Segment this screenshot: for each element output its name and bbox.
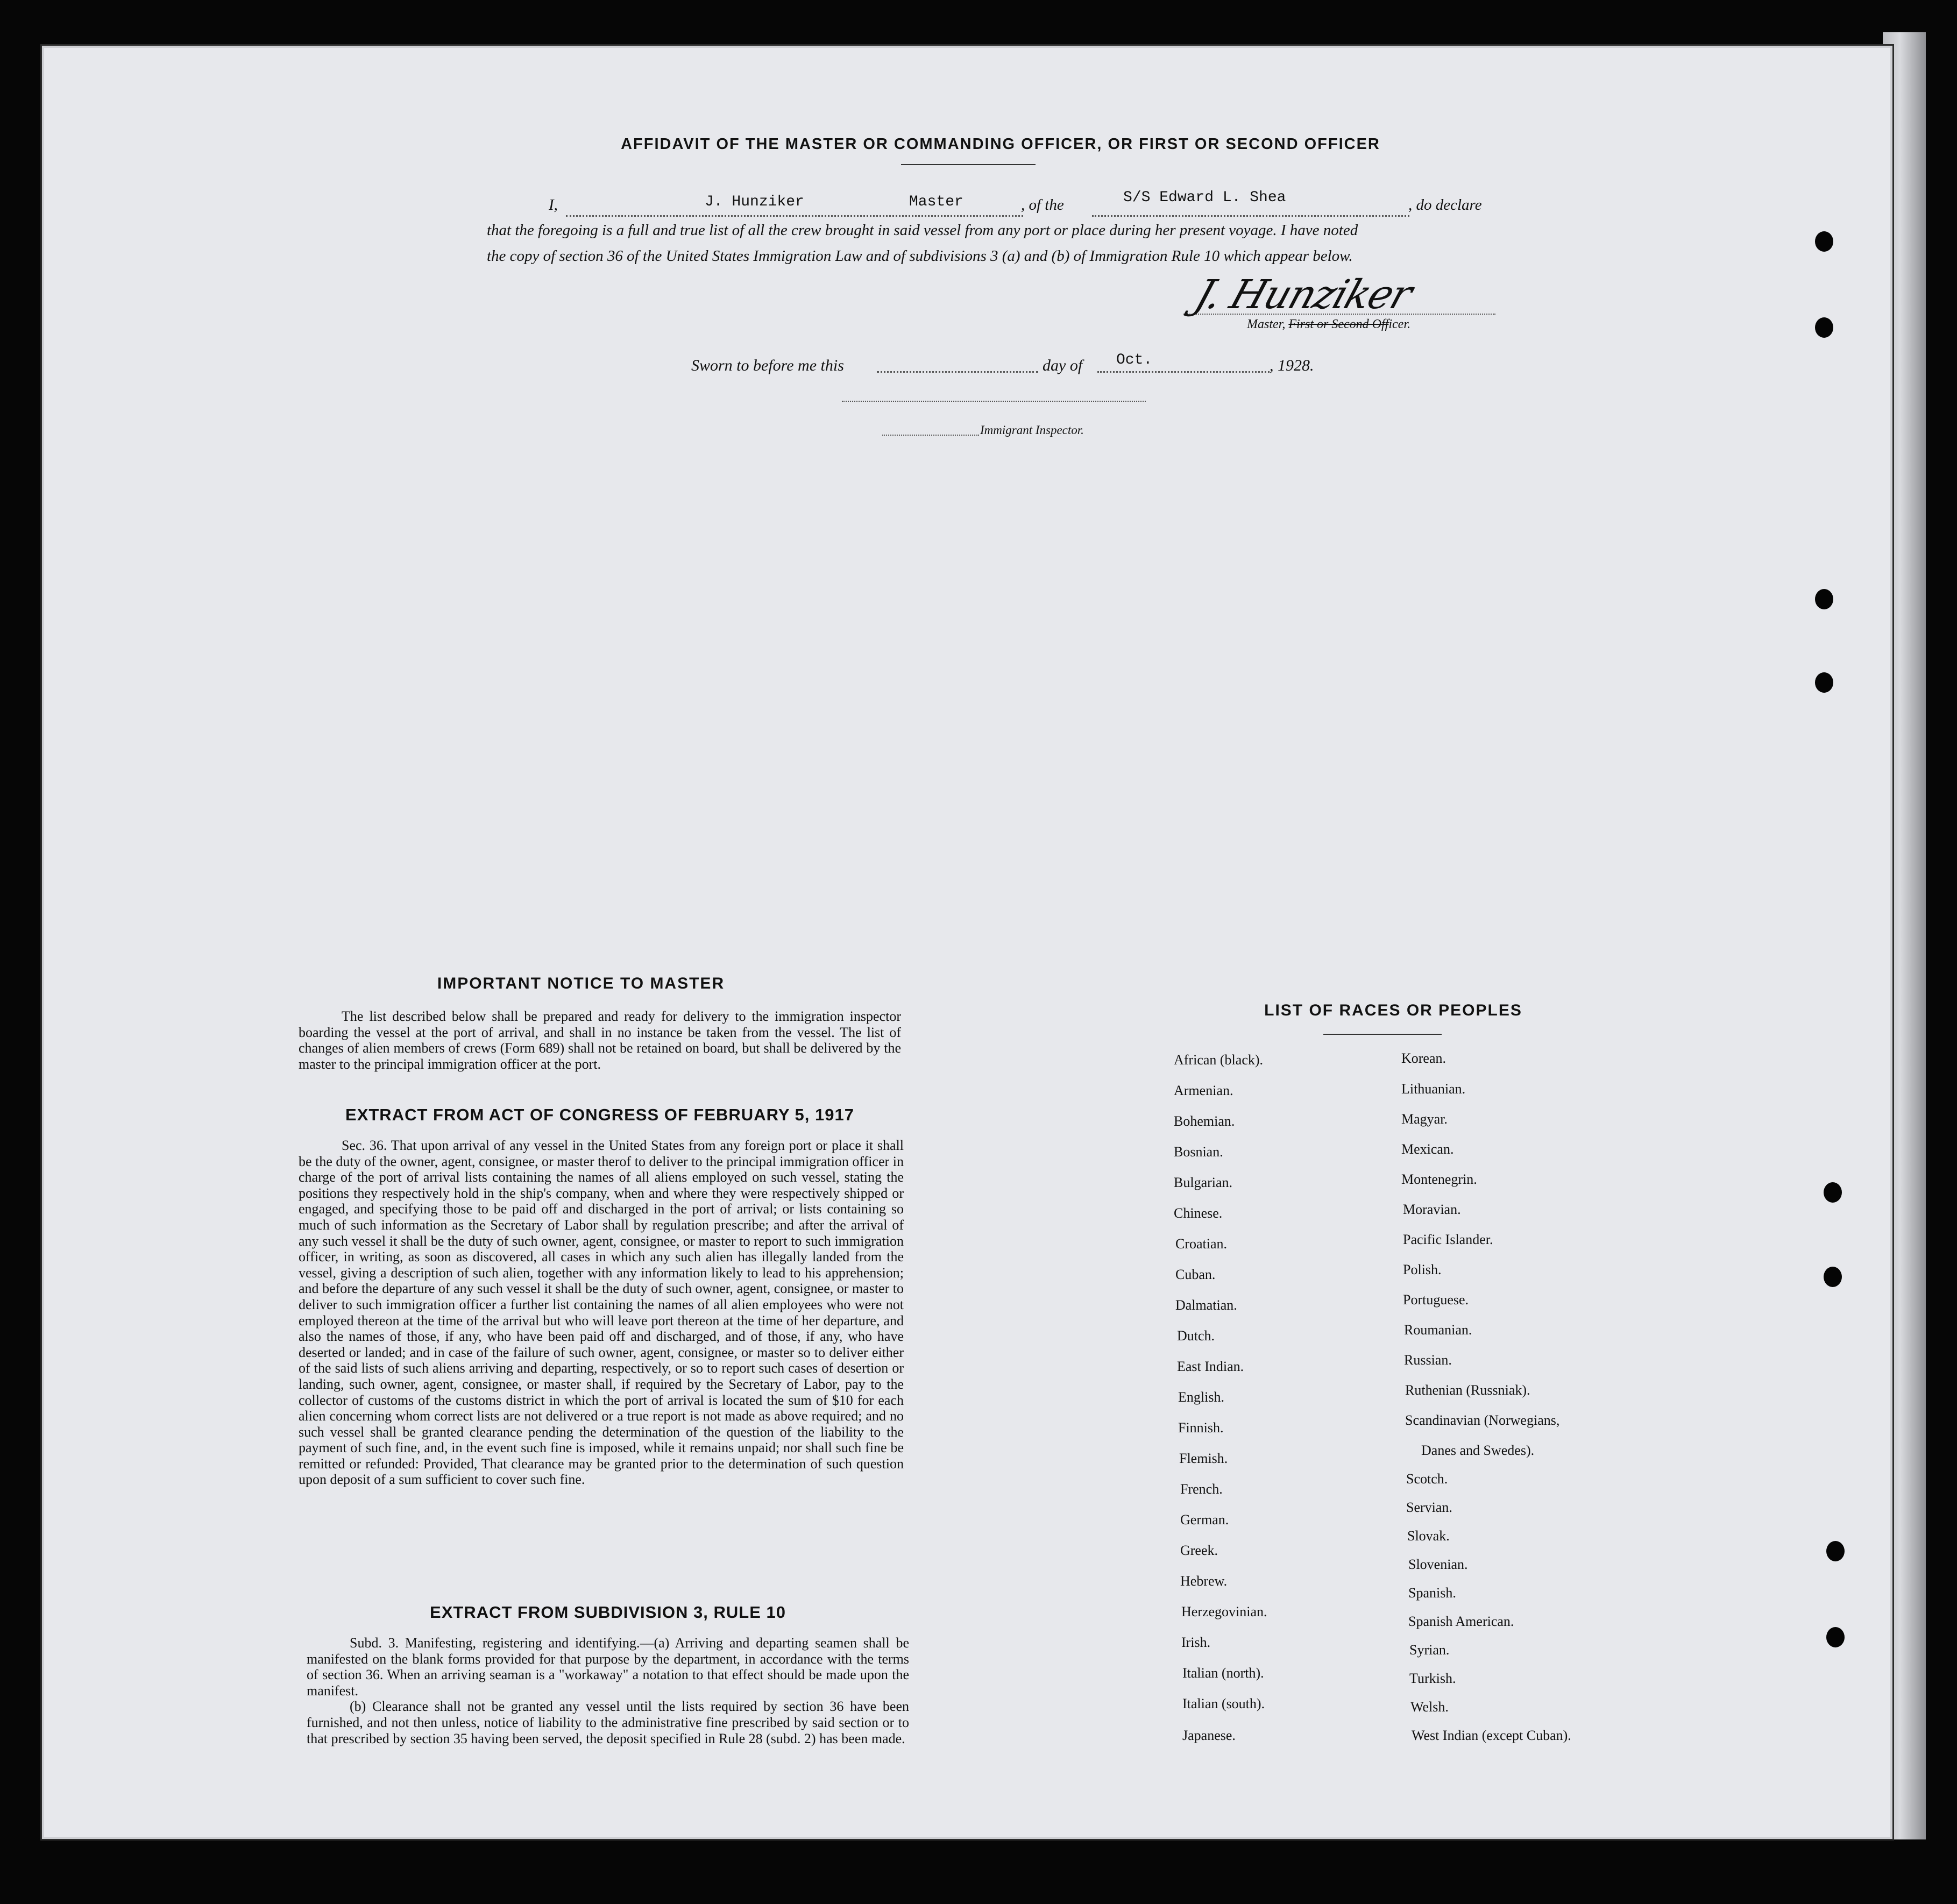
affidavit-line-3: the copy of section 36 of the United States Immigration Law and of subdivisions 3 (a) and (b) of Immigration Rule 10 which appear below. <box>487 247 1353 265</box>
do-declare-label: , do declare <box>1408 196 1482 214</box>
race-item: Pacific Islander. <box>1403 1232 1493 1247</box>
inspector-dotted-line <box>882 435 979 436</box>
binder-hole <box>1826 1541 1845 1561</box>
vessel-dotted-line <box>1092 215 1409 217</box>
race-item: Spanish. <box>1408 1585 1456 1601</box>
affidavit-pronoun: I, <box>549 196 558 214</box>
race-item: Bohemian. <box>1174 1113 1235 1129</box>
race-item: Slovak. <box>1407 1528 1450 1544</box>
race-item: West Indian (except Cuban). <box>1412 1728 1571 1743</box>
race-item: Servian. <box>1406 1500 1452 1515</box>
race-item: Scandinavian (Norwegians, <box>1405 1412 1560 1428</box>
vessel-name: S/S Edward L. Shea <box>1123 189 1286 206</box>
race-item: Montenegrin. <box>1401 1171 1477 1187</box>
sworn-label: Sworn to before me this <box>691 357 844 374</box>
race-item: Italian (south). <box>1182 1696 1265 1711</box>
binder-hole <box>1824 1182 1842 1203</box>
race-item: Bosnian. <box>1174 1144 1223 1160</box>
binder-hole <box>1826 1627 1845 1647</box>
affidavit-title: AFFIDAVIT OF THE MASTER OR COMMANDING OFFICER, OR FIRST OR SECOND OFFICER <box>621 136 1380 153</box>
sworn-year: , 1928. <box>1270 357 1314 374</box>
master-rank: Master <box>909 194 963 210</box>
race-item: Irish. <box>1181 1635 1211 1650</box>
races-title: LIST OF RACES OR PEOPLES <box>1264 1001 1522 1019</box>
act-text <box>299 1138 904 1488</box>
signature-caption-struck: First or Second Off <box>1288 317 1389 331</box>
race-item: Portuguese. <box>1403 1292 1469 1308</box>
signature-caption <box>1247 317 1410 332</box>
race-item: Moravian. <box>1403 1202 1461 1217</box>
act-title: EXTRACT FROM ACT OF CONGRESS OF FEBRUARY 5, 1917 <box>345 1105 854 1124</box>
signature-caption-prefix: Master, <box>1247 317 1286 331</box>
document-page <box>42 46 1892 1839</box>
race-item: Croatian. <box>1175 1236 1228 1252</box>
sworn-month-dotted-line <box>1097 371 1270 373</box>
races-title-rule <box>1323 1034 1442 1035</box>
race-item: Bulgarian. <box>1174 1175 1233 1190</box>
race-item: Polish. <box>1403 1262 1442 1277</box>
race-item: Greek. <box>1180 1543 1218 1558</box>
race-item: Cuban. <box>1175 1267 1216 1282</box>
race-item: Dalmatian. <box>1175 1297 1237 1313</box>
notice-title: IMPORTANT NOTICE TO MASTER <box>437 975 725 992</box>
sworn-day-dotted-line <box>877 371 1038 373</box>
race-item: Dutch. <box>1177 1328 1215 1344</box>
race-item: Flemish. <box>1179 1451 1228 1466</box>
affidavit-line-2: that the foregoing is a full and true list of all the crew brought in said vessel from any port or place during her present voyage. I have noted <box>487 222 1358 239</box>
binder-hole <box>1815 672 1833 693</box>
race-item: Mexican. <box>1401 1141 1454 1157</box>
race-item: Finnish. <box>1178 1420 1224 1436</box>
race-item: Armenian. <box>1174 1083 1233 1098</box>
race-item: Turkish. <box>1409 1671 1456 1686</box>
rule-title: EXTRACT FROM SUBDIVISION 3, RULE 10 <box>430 1603 786 1622</box>
notice-text <box>299 1008 901 1072</box>
inspector-label: Immigrant Inspector. <box>980 423 1084 437</box>
race-item: Magyar. <box>1401 1111 1448 1127</box>
race-item: Roumanian. <box>1404 1322 1472 1338</box>
signature-caption-suffix: icer. <box>1388 317 1410 331</box>
race-item: Russian. <box>1404 1352 1452 1368</box>
race-item: Scotch. <box>1406 1471 1448 1487</box>
affidavit-title-rule <box>901 164 1036 165</box>
binder-hole <box>1815 589 1833 609</box>
binder-hole <box>1815 231 1833 252</box>
race-item: Korean. <box>1401 1050 1447 1066</box>
race-item: Ruthenian (Russniak). <box>1405 1382 1530 1398</box>
race-item: East Indian. <box>1177 1359 1244 1374</box>
binder-hole <box>1815 317 1833 338</box>
rule-paragraph-a: Subd. 3. Manifesting, registering and identifying.—(a) Arriving and departing seamen shall be manifested on the blank forms provided for that purpose by the department, in accordance with the terms of section 36. When an arriving seaman is a "workaway" a notation to that effect should be made upon the manifest. <box>307 1635 909 1699</box>
race-item: Spanish American. <box>1408 1614 1514 1629</box>
race-item: Slovenian. <box>1408 1557 1468 1572</box>
race-item: Lithuanian. <box>1401 1081 1466 1097</box>
race-item: Chinese. <box>1174 1205 1223 1221</box>
race-item: Hebrew. <box>1180 1573 1228 1589</box>
race-item: Syrian. <box>1409 1642 1450 1658</box>
name-dotted-line <box>566 215 1023 217</box>
rule-paragraph-b: (b) Clearance shall not be granted any vessel until the lists required by section 36 have been furnished, and not then unless, notice of liability to the administrative fine prescribed by said section or to that prescribed by section 35 having been served, the deposit specified in Rule 28 (subd. 2) has been made. <box>307 1699 909 1746</box>
binder-hole <box>1824 1267 1842 1287</box>
sworn-month: Oct. <box>1116 352 1153 368</box>
race-item: English. <box>1178 1389 1224 1405</box>
master-name: J. Hunziker <box>705 194 804 210</box>
race-item: Danes and Swedes). <box>1421 1443 1535 1458</box>
act-paragraph: Sec. 36. That upon arrival of any vessel in the United States from any foreign port or place it shall be the duty of the owner, agent, consignee, or master therof to deliver to the principal immigration officer in charge of the port of arrival lists containing the names of all aliens employed on such vessel, stating the positions they respectively hold in the ship's company, when and where they were respectively shipped or engaged, and specifying those to be paid off and discharged in the port of arrival; or lists containing so much of such information as the Secretary of Labor shall by regulation prescribe; and after the arrival of any such vessel it shall be the duty of such owner, agent, consignee, or master to report to such immigration officer, in writing, as soon as discovered, all cases in which any such alien has illegally landed from the vessel, giving a description of such alien, together with any information likely to lead to his apprehension; and before the departure of any such vessel it shall be the duty of such owner, agent, consignee, or master to deliver to such immigration officer a further list containing the names of all alien employees who were not employed thereon at the time of the arrival but who will leave port thereon at the time of her departure, and also the names of those, if any, who have been paid off and discharged, and of those, if any, who have deserted or landed; and in case of the failure of such owner, agent, consignee, or master so to deliver either of the said lists of such aliens arriving and departing, respectively, or so to report such cases of desertion or landing, such owner, agent, consignee, or master shall, if required by the Secretary of Labor, pay to the collector of customs of the customs district in which the port of arrival is located the sum of $10 for each alien concerning whom correct lists are not delivered or a true report is not made as above required; and no such vessel shall be granted clearance pending the determination of the question of the liability to the payment of such fine, and, in the event such fine is imposed, while it remains unpaid; nor shall such fine be remitted or refunded: Provided, That clearance may be granted prior to the determination of such question upon deposit of a sum sufficient to cover such fine. <box>299 1138 904 1488</box>
rule-text <box>307 1635 909 1746</box>
race-item: African (black). <box>1174 1052 1264 1068</box>
race-item: Welsh. <box>1410 1699 1449 1715</box>
notice-paragraph: The list described below shall be prepared and ready for delivery to the immigration inspector boarding the vessel at the port of arrival, and shall in no instance be taken from the vessel. The list of changes of alien members of crews (Form 689) shall not be retained on board, but shall be delivered by the master to the principal immigration officer at the port. <box>299 1008 901 1072</box>
race-item: Italian (north). <box>1182 1665 1264 1681</box>
inspector-signature-dotted-line <box>842 401 1146 402</box>
race-item: French. <box>1180 1481 1223 1497</box>
race-item: Japanese. <box>1182 1728 1236 1743</box>
race-item: Herzegovinian. <box>1181 1604 1267 1619</box>
master-signature: J. Hunziker <box>1189 272 1417 318</box>
day-of-label: day of <box>1043 357 1083 374</box>
of-the-label: , of the <box>1021 196 1064 214</box>
race-item: German. <box>1180 1512 1229 1528</box>
